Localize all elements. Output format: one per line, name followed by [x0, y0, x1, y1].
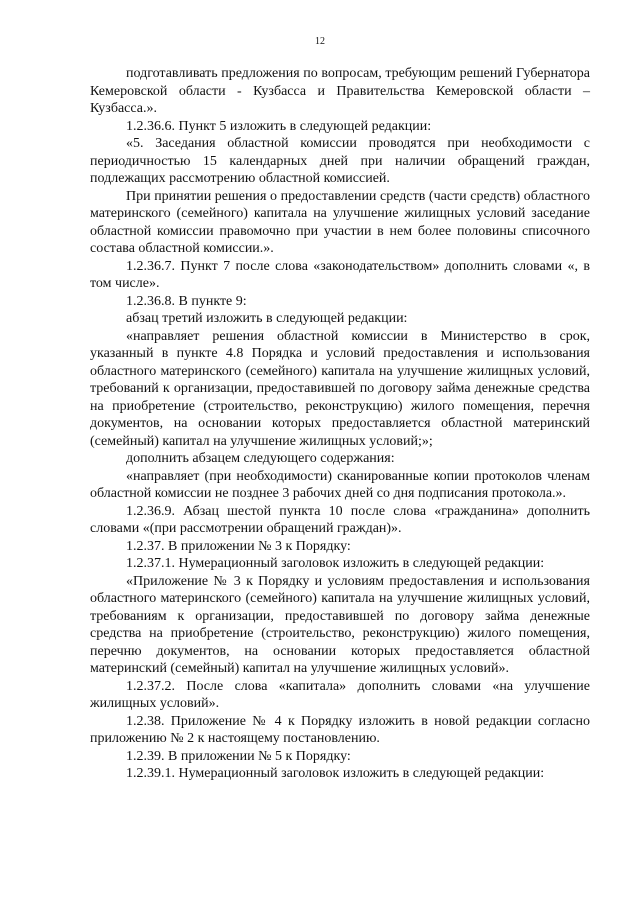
paragraph: 1.2.38. Приложение № 4 к Порядку изложить в новой редакции согласно приложению № 2 к настоящему постановлению. — [90, 713, 590, 746]
paragraph: 1.2.36.7. Пункт 7 после слова «законодательством» дополнить словами «, в том числе». — [90, 258, 590, 291]
paragraph: «Приложение № 3 к Порядку и условиям предоставления и использования областного материнского (семейного) капитала на улучшение жилищных условий, требованиям к организации, предоставившей по договору займа денежные средства на приобретение (строительство, реконструкцию) жилого помещения, перечню документов, на основании которых предоставляется областной материнский (семейный) капитал на улучшение жилищных условий». — [90, 573, 590, 676]
paragraph: 1.2.39. В приложении № 5 к Порядку: — [126, 748, 351, 764]
paragraph: «5. Заседания областной комиссии проводятся при необходимости с периодичностью 15 календарных дней при наличии обращений граждан, подлежащих рассмотрению областной комиссией. — [90, 136, 590, 186]
page-number: 12 — [315, 36, 325, 47]
paragraph: При принятии решения о предоставлении средств (части средств) областного материнского (семейного) капитала на улучшение жилищных условий заседание областной комиссии правомочно при участии в нем более половины списочного состава областной комиссии.». — [90, 188, 590, 256]
paragraph: дополнить абзацем следующего содержания: — [126, 451, 395, 466]
document-body — [90, 65, 590, 783]
paragraph: «направляет решения областной комиссии в Министерство в срок, указанный в пункте 4.8 Порядка и условий предоставления и использования областного материнского (семейного) капитала на улучшение жилищных условий, требований к организации, предоставившей по договору займа денежные средства на приобретение (строительство, реконструкцию) жилого помещения, перечня документов, на основании которых предоставляется областной материнский (семейный) капитал на улучшение жилищных условий;»; — [90, 328, 590, 449]
paragraph: 1.2.37.2. После слова «капитала» дополнить словами «на улучшение жилищных условий». — [90, 678, 590, 711]
paragraph: 1.2.37. В приложении № 3 к Порядку: — [126, 538, 351, 554]
paragraph: 1.2.36.8. В пункте 9: — [126, 293, 247, 309]
paragraph: 1.2.39.1. Нумерационный заголовок изложить в следующей редакции: — [126, 766, 545, 781]
paragraph: подготавливать предложения по вопросам, требующим решений Губернатора Кемеровской области - Кузбасса и Правительства Кемеровской области – Кузбасса.». — [90, 66, 590, 116]
paragraph: абзац третий изложить в следующей редакции: — [126, 311, 408, 326]
paragraph: «направляет (при необходимости) сканированные копии протоколов членам областной комиссии не позднее 3 рабочих дней со дня подписания протокола.». — [90, 468, 590, 501]
paragraph: 1.2.37.1. Нумерационный заголовок изложить в следующей редакции: — [126, 556, 545, 571]
paragraph: 1.2.36.6. Пункт 5 изложить в следующей редакции: — [126, 118, 432, 134]
paragraph: 1.2.36.9. Абзац шестой пункта 10 после слова «гражданина» дополнить словами «(при рассмотрении обращений граждан)». — [90, 503, 590, 536]
